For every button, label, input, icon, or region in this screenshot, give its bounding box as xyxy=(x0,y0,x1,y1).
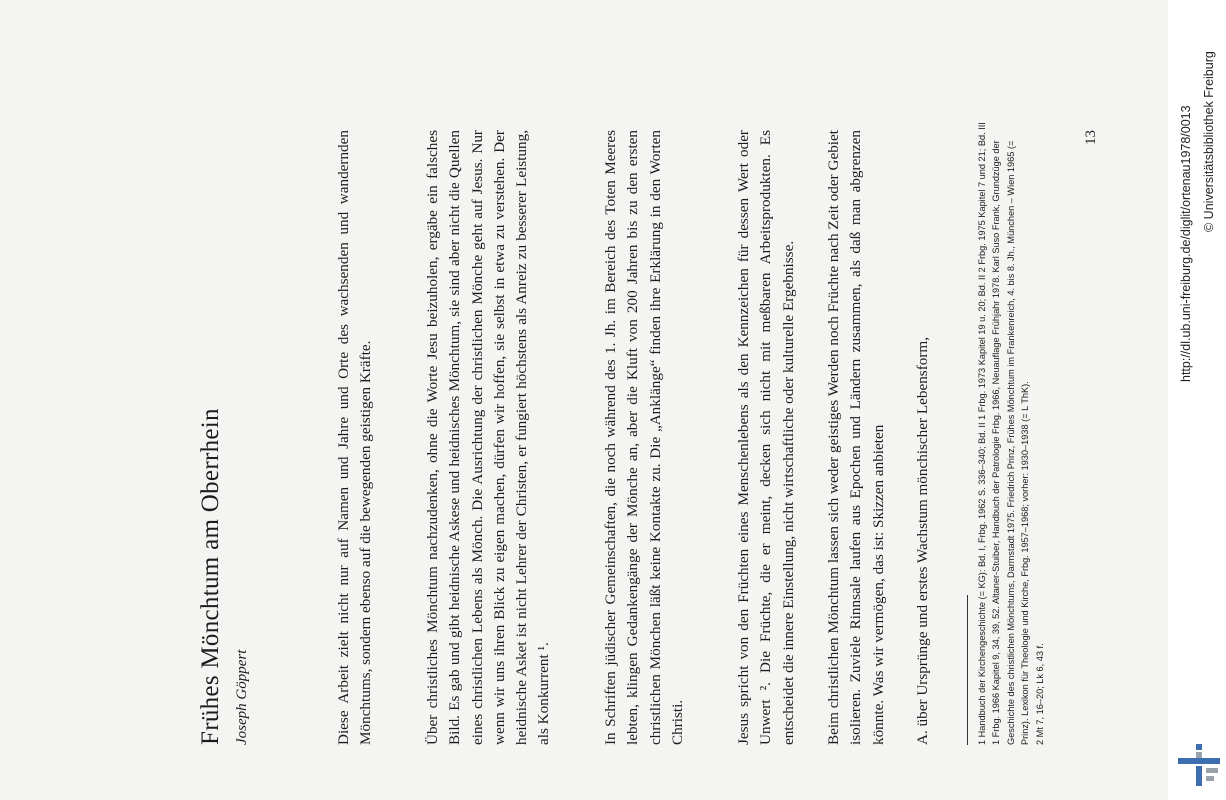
ub-freiburg-logo-icon xyxy=(1176,742,1222,788)
logo-bar-3 xyxy=(1196,752,1202,758)
article-author: Joseph Göppert xyxy=(234,649,250,745)
footnote-separator xyxy=(967,595,968,745)
paragraph-fruechte: Jesus spricht von den Früchten eines Menschenlebens als den Kennzeichen für dessen Wert oder Unwert ². Die Früchte, die er meint, decken sich nicht mit meßbaren Arbeitsprodukten. Es entscheidet die innere Einstellung, nicht wirtschaftliche oder kulturelle Ergebnisse. xyxy=(735,130,797,745)
paragraph-schriften: In Schriften jüdischer Gemeinschaften, die noch während des 1. Jh. im Bereich des Toten Meeres lebten, klingen Gedankengänge der Mönche an, aber die Kluft von 200 Jahren bis zu den ersten christlichen Mönchen läßt keine Kontakte zu. Die „Anklänge“ finden ihre Erklärung in den Worten Christi. xyxy=(602,130,686,745)
footnote-1: 1 Handbuch der Kirchengeschichte (= KG): Bd. I, Frbg. 1962 S. 336–340; Bd. II 1 Frbg. 1973 Kapitel 19 u. 20; Bd. II 2 Frbg. 1975 Kapitel 7 und 21; Bd. III 1 Frbg. 1966 Kapitel 9, 34, 39, 52. Altaner-Stuiber, Handbuch der Patrologie Frbg. 1966, Neuauflage Frühjahr 1978. Karl Suso Frank, Grundzüge der Geschichte des christlichen Mönchtums, Darmstadt 1975. Friedrich Prinz, Frühes Mönchtum im Frankenreich, 4. bis 8. Jh., München – Wien 1965 (= Prinz). Lexikon für Theologie und Kirche, Frbg. 1957–1968; vorher: 1930–1938 (= L ThK). xyxy=(977,122,1031,745)
page-number: 13 xyxy=(1083,130,1099,145)
footnote-2: 2 Mt 7, 16–20; Lk 6, 43 f. xyxy=(1034,643,1045,745)
footnotes xyxy=(975,115,1047,745)
copyright-notice: © Universitätsbibliothek Freiburg xyxy=(1202,51,1216,232)
paragraph-intro: Diese Arbeit zielt nicht nur auf Namen und Jahre und Orte des wachsenden und wandernden Mönchtums, sondern ebenso auf die bewegenden geistigen Kräfte. xyxy=(335,130,375,745)
paragraph-werden: Beim christlichen Mönchtum lassen sich weder geistiges Werden noch Früchte nach Zeit oder Gebiet isolieren. Zuviele Rinnsale laufen aus Epochen und Ländern zusammen, als daß man abgrenzen könnte. Was wir vermögen, das ist: Skizzen anbieten xyxy=(825,130,887,745)
logo-bar-4 xyxy=(1196,766,1202,786)
paragraph-askese: Über christliches Mönchtum nachzudenken, ohne die Worte Jesu beizuholen, ergäbe ein falsches Bild. Es gab und gibt heidnische Askese und heidnisches Mönchtum, sie sind aber nicht die Quellen eines christlichen Lebens als Mönch. Die Ausrichtung der christlichen Mönche geht auf Jesus. Nur wenn wir uns ihren Blick zu eigen machen, dürfen wir hoffen, sie selbst in etwa zu verstehen. Der heidnische Asket ist nicht Lehrer der Christen, er fungiert höchstens als Anreiz zu besserer Leistung, als Konkurrent ¹. xyxy=(424,130,553,745)
article-title: Frühes Mönchtum am Oberrhein xyxy=(197,408,224,745)
logo-bar-1 xyxy=(1196,744,1202,750)
logo-bar-6 xyxy=(1206,776,1214,781)
source-url-link[interactable]: http://dl.ub.uni-freiburg.de/diglit/ortenau1978/0013 xyxy=(1179,105,1193,382)
margin-strip xyxy=(1168,0,1226,800)
logo-bar-2 xyxy=(1178,758,1220,764)
logo-bar-5 xyxy=(1206,768,1218,773)
paragraph-ursprung: A. über Ursprünge und erstes Wachstum mönchischer Lebensform, xyxy=(914,336,931,745)
